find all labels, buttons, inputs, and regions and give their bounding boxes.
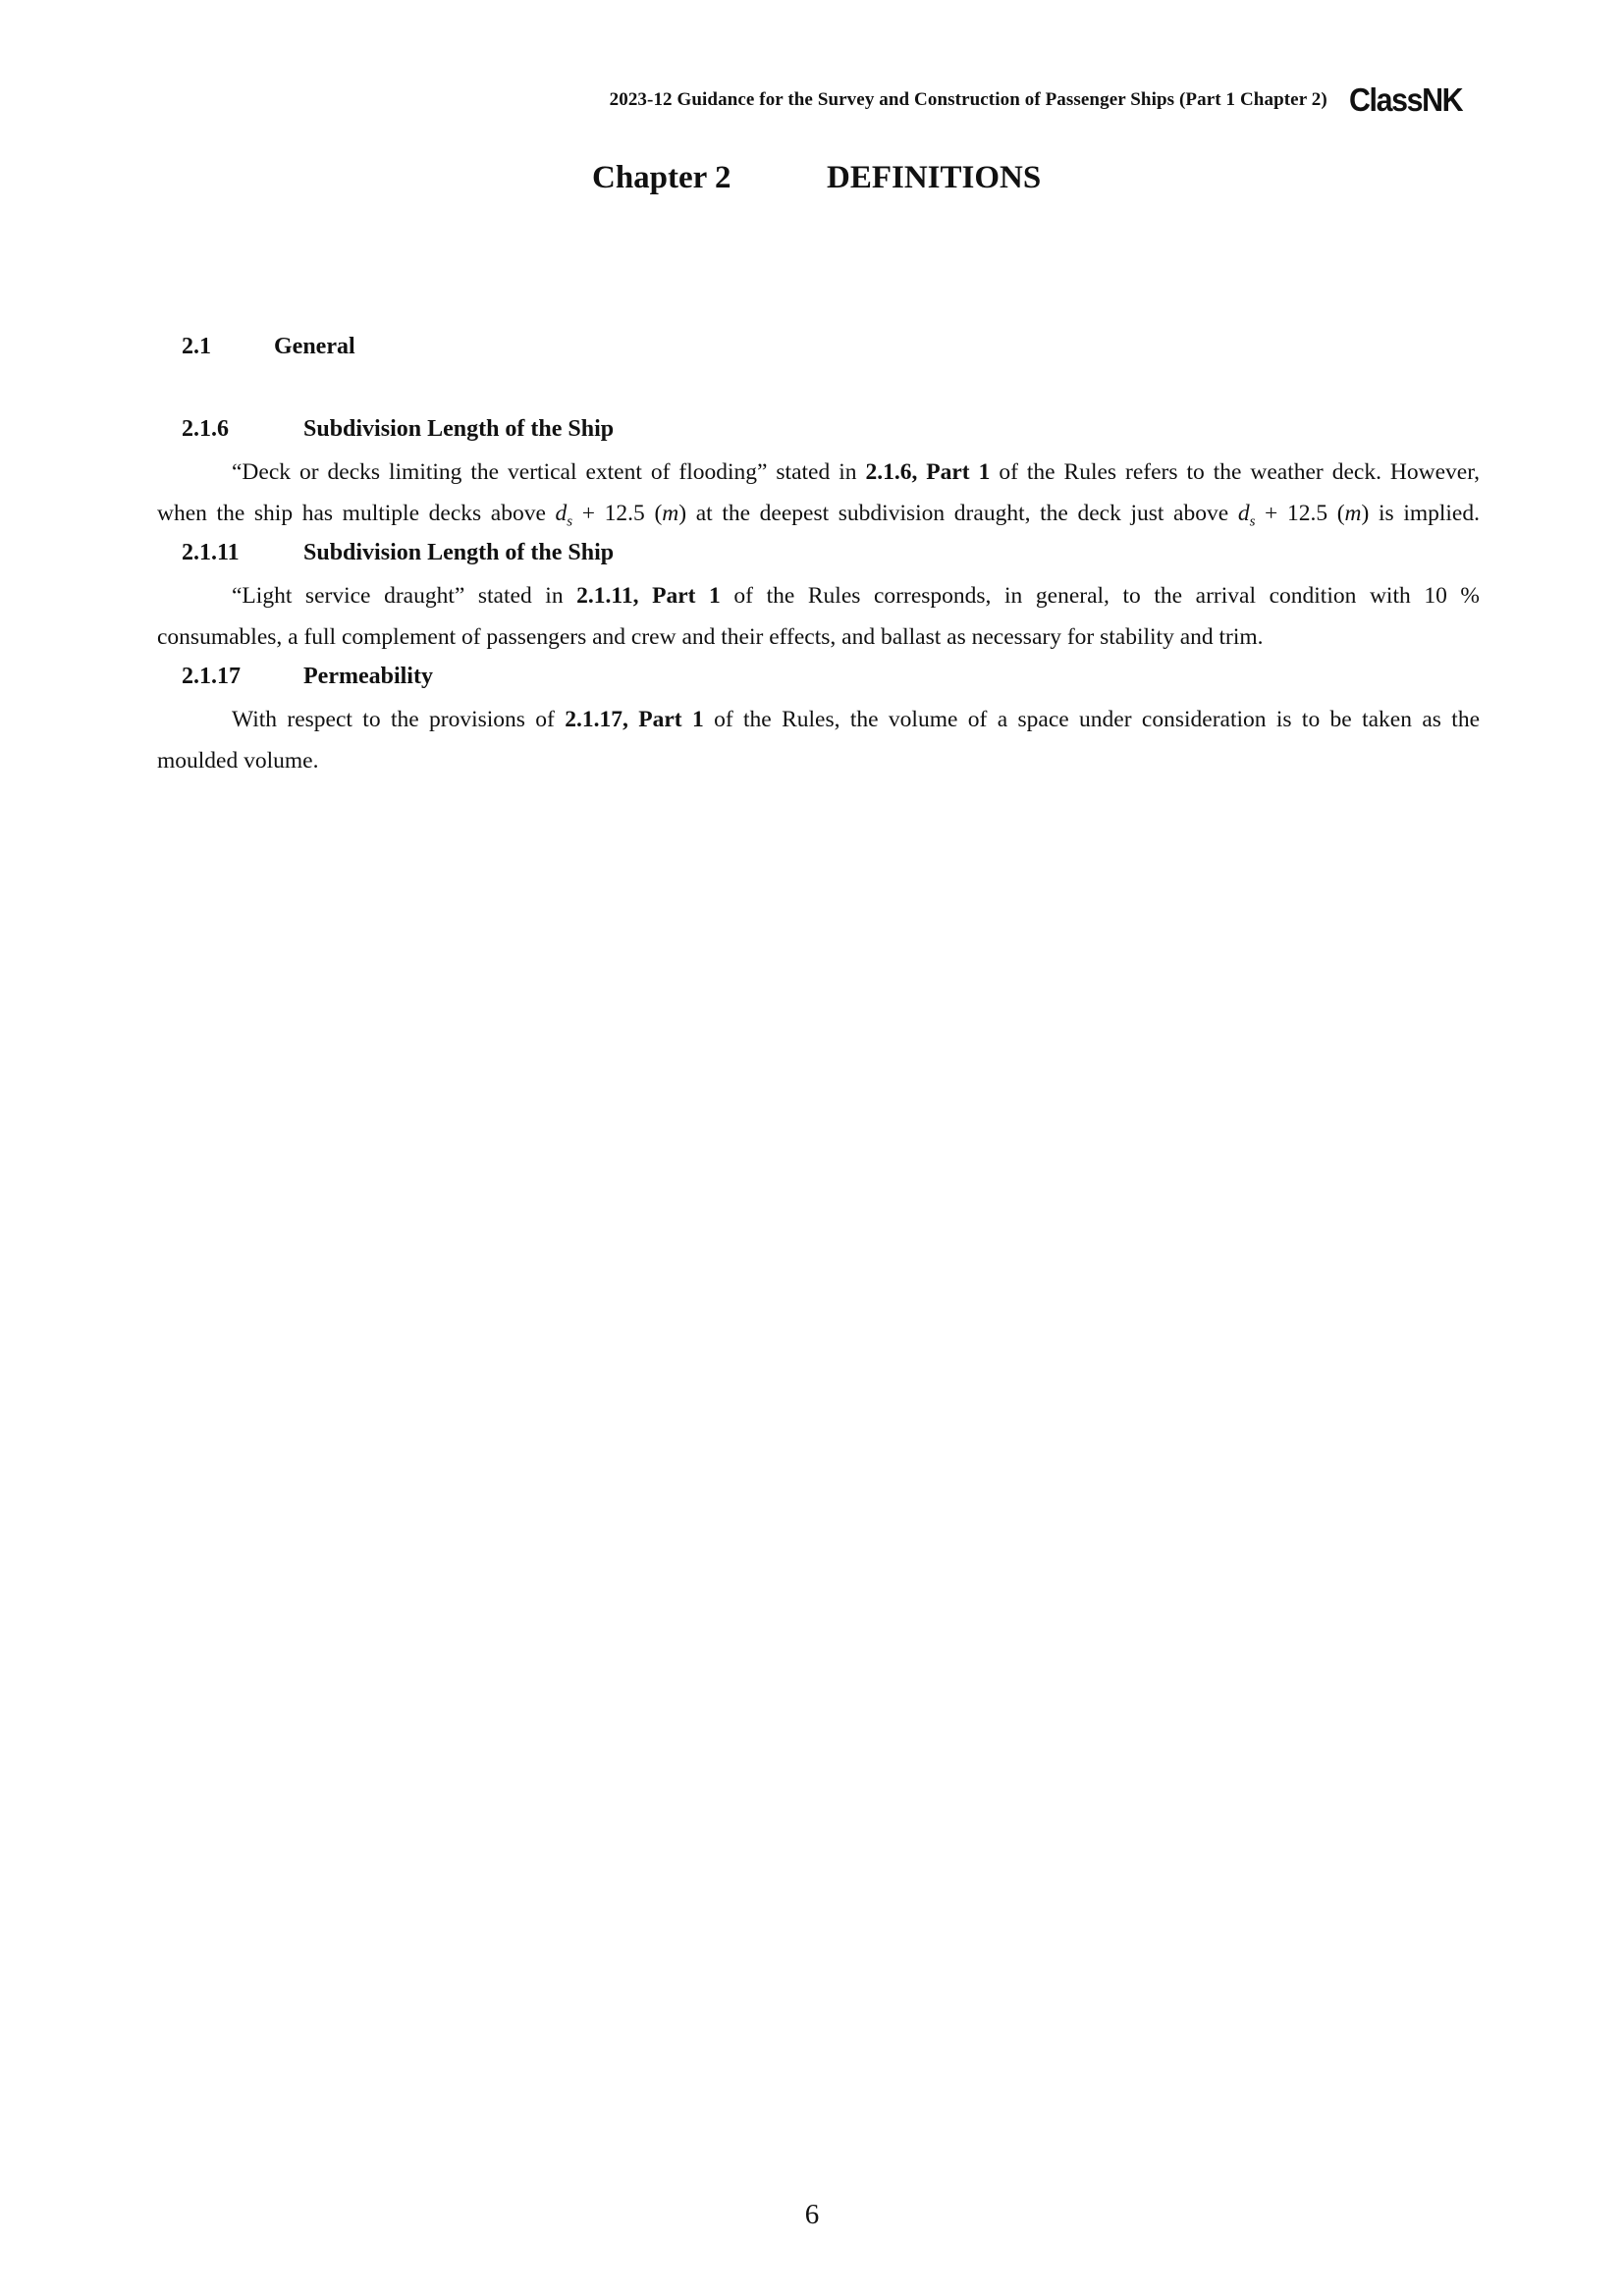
variable-d: d bbox=[555, 501, 568, 526]
paragraph-2-1-17 bbox=[157, 699, 1480, 781]
running-title: 2023-12 Guidance for the Survey and Construction of Passenger Ships (Part 1 Chapter 2) bbox=[609, 88, 1327, 110]
chapter-title: DEFINITIONS bbox=[827, 160, 1042, 195]
subscript-s: s bbox=[1249, 513, 1256, 530]
section-number: 2.1 bbox=[182, 334, 211, 359]
subscript-s: s bbox=[567, 513, 573, 530]
variable-m: m bbox=[662, 501, 679, 526]
variable-d: d bbox=[1237, 501, 1250, 526]
rule-reference: 2.1.17, Part 1 bbox=[565, 707, 704, 732]
variable-m: m bbox=[1344, 501, 1362, 526]
subsection-number: 2.1.17 bbox=[182, 664, 241, 689]
running-header bbox=[610, 83, 1472, 116]
paragraph-line: With respect to the provisions of 2.1.17, Part 1 of the Rules, the volume of a space under consideration is to be taken as the bbox=[232, 707, 1480, 732]
classnk-logo: ClassNK bbox=[1348, 81, 1462, 118]
page-number: 6 bbox=[804, 2199, 820, 2230]
subsection-number: 2.1.11 bbox=[182, 540, 240, 565]
paragraph-line: “Light service draught” stated in 2.1.11, Part 1 of the Rules corresponds, in general, to the arrival condition with 10 % bbox=[232, 583, 1480, 609]
subsection-number: 2.1.6 bbox=[182, 416, 229, 442]
subsection-title: Subdivision Length of the Ship bbox=[303, 540, 615, 565]
section-title: General bbox=[274, 334, 355, 359]
paragraph-line: consumables, a full complement of passengers and crew and their effects, and ballast as necessary for stability and trim. bbox=[157, 624, 1264, 650]
rule-reference: 2.1.11, Part 1 bbox=[576, 583, 721, 609]
paragraph-line: when the ship has multiple decks above $d_s + 12.5$ (m) at the deepest subdivision draught, the deck just above $d_s + 12.5$ (m) is implied. bbox=[157, 501, 1480, 530]
paragraph-line: “Deck or decks limiting the vertical extent of flooding” stated in 2.1.6, Part 1 of the Rules refers to the weather deck. However, bbox=[232, 459, 1480, 485]
paragraph-2-1-11 bbox=[157, 575, 1480, 658]
rule-reference: 2.1.6, Part 1 bbox=[865, 459, 991, 485]
subsection-title: Permeability bbox=[303, 664, 433, 689]
chapter-number: Chapter 2 bbox=[592, 160, 731, 195]
paragraph-line: moulded volume. bbox=[157, 748, 319, 774]
subsection-title: Subdivision Length of the Ship bbox=[303, 416, 615, 442]
paragraph-2-1-6 bbox=[157, 452, 1480, 543]
